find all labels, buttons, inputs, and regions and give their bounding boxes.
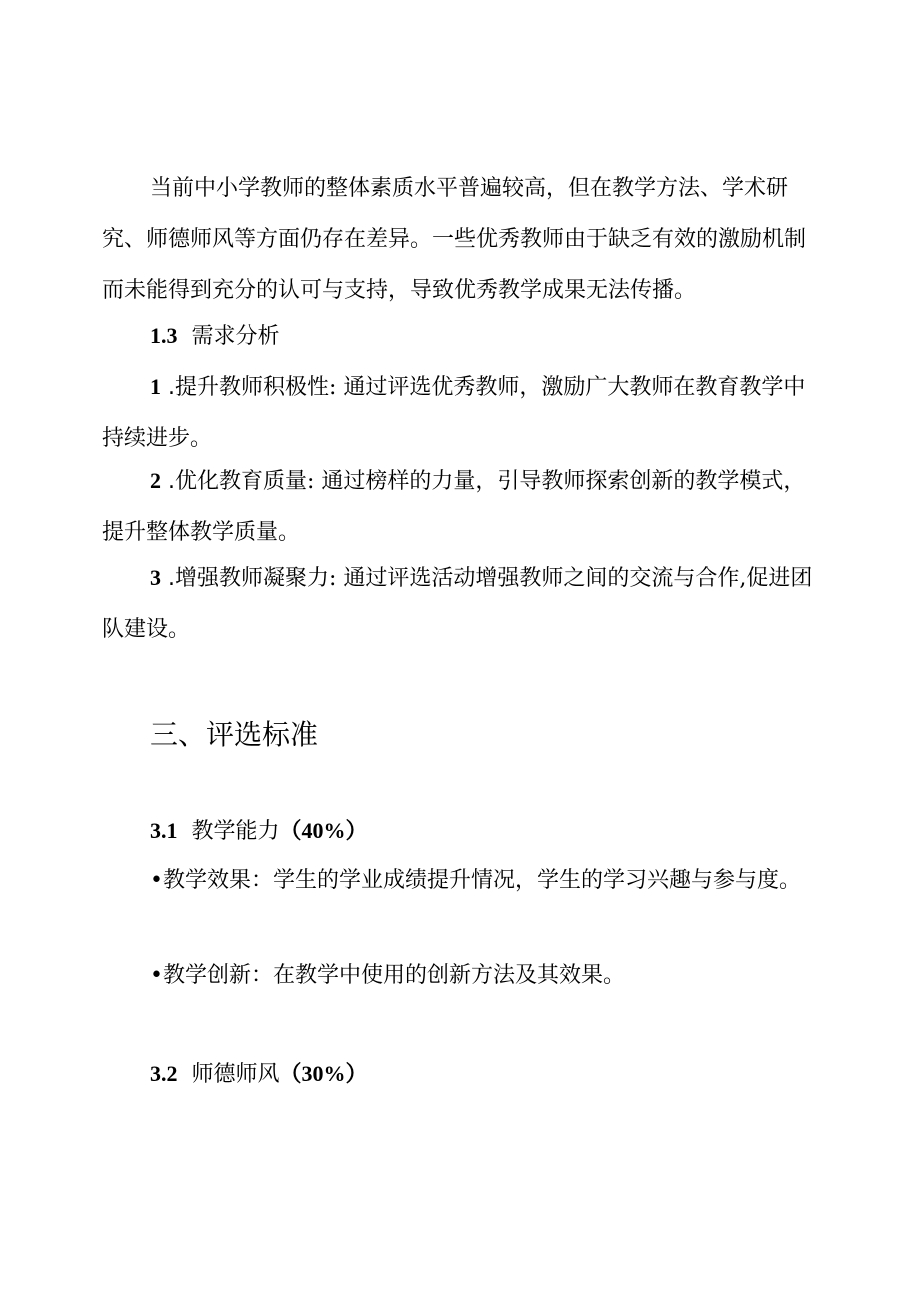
section-title: 需求分析 [191, 324, 280, 349]
need-text: 通过评选活动增强教师之间的交流与合作,促进团队建设。 [102, 566, 813, 642]
section-heading-3-2 [150, 1059, 368, 1090]
need-keyword: .增强教师凝聚力 [168, 566, 329, 591]
need-text: 通过评选优秀教师，激励广大教师在教育教学中持续进步。 [102, 375, 806, 451]
need-item-1 [102, 361, 824, 464]
need-colon: : [307, 469, 315, 494]
section-heading-1-3 [150, 321, 280, 352]
section-heading-3-1 [150, 816, 368, 847]
section-number: 1.3 [150, 323, 178, 348]
need-number: 2 [150, 468, 161, 493]
section-title: 教学能力 [191, 819, 280, 844]
need-item-3 [102, 552, 824, 655]
need-keyword: .提升教师积极性 [168, 375, 329, 400]
bullet-item-2: •教学创新：在教学中使用的创新方法及其效果。 [150, 963, 625, 988]
need-text: 通过榜样的力量，引导教师探索创新的教学模式，提升整体教学质量。 [102, 469, 806, 545]
section-number: 3.1 [150, 818, 178, 843]
section-title: 师德师风 [191, 1062, 280, 1087]
section-weight: （40%） [279, 818, 368, 843]
bullet-item-1: •教学效果：学生的学业成绩提升情况，学生的学习兴趣与参与度。 [150, 868, 801, 893]
need-item-2 [102, 455, 824, 558]
need-keyword: .优化教育质量 [168, 469, 307, 494]
need-number: 1 [150, 374, 161, 399]
need-colon: : [329, 566, 337, 591]
need-colon: : [329, 375, 337, 400]
intro-paragraph: 当前中小学教师的整体素质水平普遍较高，但在教学方法、学术研究、师德师风等方面仍存在差异。一些优秀教师由于缺乏有效的激励机制而未能得到充分的认可与支持，导致优秀教学成果无法传播。 [102, 176, 807, 303]
section-weight: （30%） [279, 1061, 368, 1086]
section-number: 3.2 [150, 1061, 178, 1086]
need-number: 3 [150, 565, 161, 590]
chapter-heading-3: 三、评选标准 [150, 718, 319, 751]
